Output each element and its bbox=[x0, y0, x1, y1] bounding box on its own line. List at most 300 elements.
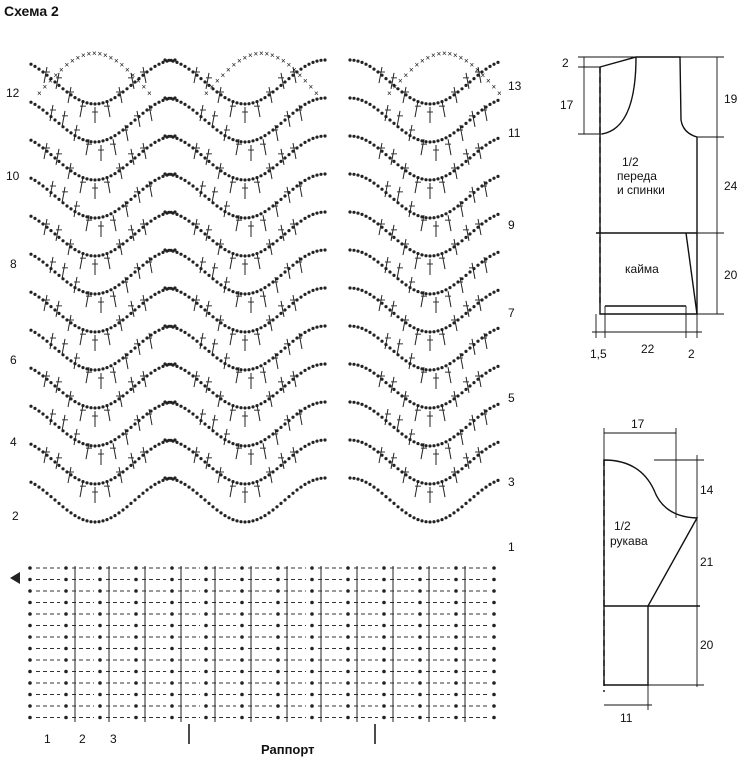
chain-dot bbox=[472, 495, 475, 498]
chain-dot bbox=[183, 407, 186, 410]
chain-dot bbox=[472, 77, 475, 80]
chain-dot bbox=[77, 288, 80, 291]
chain-dot bbox=[418, 716, 422, 720]
chain-dot bbox=[276, 589, 280, 593]
chain-dot bbox=[204, 589, 208, 593]
chain-dot bbox=[299, 296, 302, 299]
chain-dot bbox=[41, 108, 44, 111]
post-line bbox=[397, 187, 400, 203]
post-line bbox=[442, 481, 445, 497]
chain-dot bbox=[251, 405, 254, 408]
chain-dot bbox=[418, 670, 422, 674]
chain-dot bbox=[33, 179, 36, 182]
chain-dot bbox=[311, 61, 314, 64]
chain-dot bbox=[436, 139, 439, 142]
chain-dot bbox=[428, 330, 431, 333]
chain-dot bbox=[468, 498, 471, 501]
chain-dot bbox=[311, 403, 314, 406]
chain-dot bbox=[368, 483, 371, 486]
chain-dot bbox=[175, 251, 178, 254]
chain-dot bbox=[163, 248, 166, 251]
chain-dot bbox=[263, 514, 266, 517]
chain-dot bbox=[432, 292, 435, 295]
chain-dot bbox=[319, 59, 322, 62]
chain-dot bbox=[356, 326, 359, 329]
chain-dot bbox=[133, 156, 136, 159]
chain-dot bbox=[496, 289, 499, 292]
chain-dot bbox=[175, 441, 178, 444]
chain-dot bbox=[73, 324, 76, 327]
chain-dot bbox=[408, 476, 411, 479]
post-line bbox=[397, 415, 400, 431]
chain-dot bbox=[167, 325, 170, 328]
post-line bbox=[442, 405, 445, 421]
chain-dot bbox=[368, 255, 371, 258]
chain-dot bbox=[167, 97, 170, 100]
chain-dot bbox=[372, 448, 375, 451]
chain-dot bbox=[97, 254, 100, 257]
chain-dot bbox=[380, 112, 383, 115]
chain-dot bbox=[69, 207, 72, 210]
chain-dot bbox=[488, 65, 491, 68]
row-numbers-right bbox=[508, 79, 522, 554]
cross-stitch: × bbox=[475, 65, 480, 75]
post-line bbox=[385, 333, 388, 349]
post-line bbox=[409, 277, 412, 293]
chain-dot bbox=[223, 400, 226, 403]
chain-dot bbox=[101, 519, 104, 522]
chain-dot bbox=[64, 716, 68, 720]
post-line bbox=[224, 201, 227, 217]
chain-dot bbox=[412, 516, 415, 519]
chain-dot bbox=[368, 103, 371, 106]
chain-dot bbox=[287, 229, 290, 232]
chain-dot bbox=[424, 406, 427, 409]
stitch-number: 3 bbox=[110, 732, 117, 746]
chain-dot bbox=[263, 96, 266, 99]
chain-dot bbox=[432, 368, 435, 371]
chain-dot bbox=[33, 407, 36, 410]
chain-dot bbox=[299, 486, 302, 489]
chain-dot bbox=[45, 492, 48, 495]
chain-dot bbox=[444, 136, 447, 139]
chain-dot bbox=[247, 178, 250, 181]
chain-dot bbox=[432, 216, 435, 219]
chain-dot bbox=[283, 156, 286, 159]
chain-dot bbox=[89, 178, 92, 181]
chain-dot bbox=[134, 658, 138, 662]
chain-dot bbox=[310, 601, 314, 605]
chain-dot bbox=[157, 253, 160, 256]
chain-dot bbox=[368, 331, 371, 334]
chain-dot bbox=[223, 172, 226, 175]
chain-dot bbox=[364, 215, 367, 218]
dim-label: 11 bbox=[620, 711, 633, 725]
chain-dot bbox=[85, 405, 88, 408]
chain-dot bbox=[187, 410, 190, 413]
chain-dot bbox=[93, 140, 96, 143]
chain-dot bbox=[476, 416, 479, 419]
chain-dot bbox=[183, 65, 186, 68]
chain-dot bbox=[93, 482, 96, 485]
chain-dot bbox=[37, 106, 40, 109]
chain-dot bbox=[388, 460, 391, 463]
chain-dot bbox=[235, 405, 238, 408]
chain-dot bbox=[137, 381, 140, 384]
chain-dot bbox=[416, 290, 419, 293]
chain-dot bbox=[134, 589, 138, 593]
chain-dot bbox=[432, 178, 435, 181]
chain-dot bbox=[275, 163, 278, 166]
chain-dot bbox=[203, 270, 206, 273]
chain-dot bbox=[392, 198, 395, 201]
chain-dot bbox=[133, 422, 136, 425]
chain-dot bbox=[243, 368, 246, 371]
chain-dot bbox=[153, 293, 156, 296]
chain-dot bbox=[444, 250, 447, 253]
chain-dot bbox=[267, 131, 270, 134]
chain-dot bbox=[319, 211, 322, 214]
chain-dot bbox=[488, 483, 491, 486]
chain-dot bbox=[53, 232, 56, 235]
chain-dot bbox=[247, 368, 250, 371]
chain-dot bbox=[276, 670, 280, 674]
chain-dot bbox=[372, 372, 375, 375]
chain-dot bbox=[105, 290, 108, 293]
chain-dot bbox=[163, 438, 166, 441]
chain-dot bbox=[307, 215, 310, 218]
chain-dot bbox=[352, 135, 355, 138]
chain-dot bbox=[418, 704, 422, 708]
chain-dot bbox=[315, 440, 318, 443]
post-line bbox=[62, 415, 65, 431]
chain-dot bbox=[153, 407, 156, 410]
chain-dot bbox=[319, 173, 322, 176]
chain-dot bbox=[129, 464, 132, 467]
dim-label: 2 bbox=[688, 347, 695, 361]
chain-dot bbox=[436, 253, 439, 256]
chain-dot bbox=[167, 59, 170, 62]
chain-dot bbox=[251, 443, 254, 446]
chain-dot bbox=[57, 350, 60, 353]
chain-dot bbox=[175, 403, 178, 406]
post-line bbox=[409, 125, 412, 141]
chain-dot bbox=[287, 305, 290, 308]
post-line bbox=[397, 111, 400, 127]
chain-dot bbox=[291, 112, 294, 115]
chain-dot bbox=[307, 291, 310, 294]
chain-dot bbox=[388, 308, 391, 311]
chain-dot bbox=[204, 578, 208, 582]
post-line bbox=[50, 257, 53, 273]
chain-dot bbox=[239, 330, 242, 333]
chain-dot bbox=[41, 488, 44, 491]
post-line bbox=[472, 263, 475, 279]
chain-dot bbox=[179, 215, 182, 218]
chain-dot bbox=[29, 481, 32, 484]
chain-dot bbox=[476, 492, 479, 495]
chain-dot bbox=[153, 217, 156, 220]
cross-stitch: × bbox=[42, 82, 48, 92]
chain-dot bbox=[93, 368, 96, 371]
post-line bbox=[107, 329, 110, 345]
chain-dot bbox=[81, 138, 84, 141]
chain-dot bbox=[175, 479, 178, 482]
chain-dot bbox=[33, 217, 36, 220]
row-number: 10 bbox=[6, 169, 20, 183]
chain-dot bbox=[183, 255, 186, 258]
chain-dot bbox=[28, 647, 32, 651]
chain-dot bbox=[187, 68, 190, 71]
cross-stitch: × bbox=[125, 65, 130, 75]
chain-dot bbox=[69, 511, 72, 514]
chain-dot bbox=[279, 350, 282, 353]
chain-dot bbox=[319, 97, 322, 100]
post-line bbox=[415, 481, 418, 497]
chain-dot bbox=[303, 255, 306, 258]
chain-dot bbox=[392, 502, 395, 505]
chain-dot bbox=[109, 364, 112, 367]
chain-dot bbox=[444, 516, 447, 519]
chain-dot bbox=[267, 359, 270, 362]
chain-dot bbox=[488, 369, 491, 372]
chain-dot bbox=[243, 330, 246, 333]
post-line bbox=[62, 187, 65, 203]
chain-dot bbox=[392, 236, 395, 239]
cross-stitch: × bbox=[237, 56, 242, 66]
cross-stitch: × bbox=[308, 82, 314, 92]
chain-dot bbox=[323, 134, 326, 137]
chain-dot bbox=[388, 346, 391, 349]
post-line bbox=[74, 201, 77, 217]
chain-dot bbox=[311, 175, 314, 178]
chain-dot bbox=[101, 215, 104, 218]
chain-dot bbox=[183, 217, 186, 220]
chain-dot bbox=[163, 362, 166, 365]
chain-dot bbox=[53, 80, 56, 83]
chain-dot bbox=[346, 612, 350, 616]
chain-dot bbox=[134, 612, 138, 616]
chain-dot bbox=[279, 312, 282, 315]
chain-dot bbox=[105, 518, 108, 521]
chain-dot bbox=[323, 286, 326, 289]
chain-dot bbox=[382, 670, 386, 674]
chain-dot bbox=[492, 670, 496, 674]
post-line bbox=[50, 333, 53, 349]
chain-dot bbox=[167, 401, 170, 404]
chain-dot bbox=[204, 647, 208, 651]
chain-dot bbox=[28, 681, 32, 685]
chain-dot bbox=[492, 578, 496, 582]
chain-dot bbox=[33, 369, 36, 372]
chain-dot bbox=[207, 274, 210, 277]
post-line bbox=[448, 443, 451, 459]
chain-dot bbox=[319, 249, 322, 252]
chain-dot bbox=[89, 292, 92, 295]
post-line bbox=[113, 215, 116, 231]
chain-dot bbox=[400, 280, 403, 283]
chain-dot bbox=[41, 412, 44, 415]
cross-stitch: × bbox=[286, 60, 292, 70]
post-line bbox=[472, 111, 475, 127]
chain-dot bbox=[77, 326, 80, 329]
chain-dot bbox=[64, 670, 68, 674]
cross-stitch: × bbox=[436, 49, 442, 59]
chain-dot bbox=[352, 439, 355, 442]
chain-dot bbox=[303, 445, 306, 448]
chain-dot bbox=[380, 340, 383, 343]
chain-dot bbox=[240, 670, 244, 674]
chain-dot bbox=[315, 402, 318, 405]
chain-dot bbox=[121, 508, 124, 511]
chain-dot bbox=[113, 248, 116, 251]
chain-dot bbox=[157, 367, 160, 370]
cross-stitch: × bbox=[92, 49, 97, 58]
chain-dot bbox=[323, 58, 326, 61]
chain-dot bbox=[364, 291, 367, 294]
chain-dot bbox=[28, 612, 32, 616]
post-line bbox=[448, 367, 451, 383]
chain-dot bbox=[141, 264, 144, 267]
chain-dot bbox=[360, 175, 363, 178]
post-line bbox=[385, 181, 388, 197]
chain-dot bbox=[492, 589, 496, 593]
chain-dot bbox=[310, 658, 314, 662]
chain-dot bbox=[412, 212, 415, 215]
chain-dot bbox=[33, 103, 36, 106]
post-line bbox=[200, 181, 203, 197]
chain-dot bbox=[134, 704, 138, 708]
chain-dot bbox=[105, 366, 108, 369]
chain-dot bbox=[259, 402, 262, 405]
chain-dot bbox=[57, 502, 60, 505]
chain-dot bbox=[267, 511, 270, 514]
chain-dot bbox=[240, 716, 244, 720]
post-line bbox=[62, 111, 65, 127]
chain-dot bbox=[492, 566, 496, 570]
chain-dot bbox=[170, 624, 174, 628]
chain-dot bbox=[416, 366, 419, 369]
chain-dot bbox=[311, 479, 314, 482]
chain-dot bbox=[276, 566, 280, 570]
chain-dot bbox=[37, 182, 40, 185]
chain-dot bbox=[195, 416, 198, 419]
post-line bbox=[224, 429, 227, 445]
chain-dot bbox=[360, 479, 363, 482]
chain-dot bbox=[323, 476, 326, 479]
chain-dot bbox=[204, 612, 208, 616]
chain-dot bbox=[251, 177, 254, 180]
chain-dot bbox=[163, 286, 166, 289]
chain-dot bbox=[384, 77, 387, 80]
chain-dot bbox=[101, 253, 104, 256]
post-line bbox=[263, 215, 266, 231]
chain-dot bbox=[239, 406, 242, 409]
post-line bbox=[263, 291, 266, 307]
body-label: переда bbox=[617, 169, 657, 183]
row-number: 13 bbox=[508, 79, 522, 93]
chain-dot bbox=[279, 464, 282, 467]
chain-dot bbox=[408, 400, 411, 403]
cross-stitch: × bbox=[130, 70, 136, 80]
chain-dot bbox=[396, 315, 399, 318]
chain-dot bbox=[303, 407, 306, 410]
chain-dot bbox=[53, 308, 56, 311]
chain-dot bbox=[496, 137, 499, 140]
post-line bbox=[107, 405, 110, 421]
post-line bbox=[287, 415, 290, 431]
chain-dot bbox=[271, 508, 274, 511]
chain-dot bbox=[240, 635, 244, 639]
chain-dot bbox=[153, 331, 156, 334]
chain-dot bbox=[416, 214, 419, 217]
chain-dot bbox=[37, 334, 40, 337]
chain-dot bbox=[323, 362, 326, 365]
chain-dot bbox=[134, 578, 138, 582]
chain-dot bbox=[29, 443, 32, 446]
cross-stitch: × bbox=[447, 49, 453, 59]
chain-dot bbox=[416, 518, 419, 521]
chain-dot bbox=[259, 136, 262, 139]
chain-dot bbox=[28, 716, 32, 720]
chain-dot bbox=[356, 60, 359, 63]
chain-dot bbox=[85, 177, 88, 180]
chain-dot bbox=[348, 58, 351, 61]
chain-dot bbox=[247, 520, 250, 523]
chain-dot bbox=[428, 102, 431, 105]
chain-dot bbox=[171, 212, 174, 215]
chain-dot bbox=[170, 716, 174, 720]
chain-dot bbox=[28, 578, 32, 582]
chain-dot bbox=[97, 482, 100, 485]
chain-dot bbox=[179, 139, 182, 142]
chain-dot bbox=[436, 177, 439, 180]
chain-dot bbox=[356, 364, 359, 367]
chain-dot bbox=[129, 84, 132, 87]
chain-dot bbox=[33, 65, 36, 68]
chain-dot bbox=[259, 516, 262, 519]
chain-dot bbox=[29, 367, 32, 370]
chain-dot bbox=[170, 589, 174, 593]
post-line bbox=[212, 111, 215, 127]
chain-dot bbox=[171, 250, 174, 253]
chain-dot bbox=[276, 716, 280, 720]
chain-dot bbox=[436, 405, 439, 408]
chain-dot bbox=[85, 481, 88, 484]
body-pattern-text bbox=[560, 56, 738, 361]
chain-dot bbox=[454, 566, 458, 570]
chain-dot bbox=[243, 520, 246, 523]
chain-dot bbox=[319, 325, 322, 328]
sleeve-label: рукава bbox=[610, 534, 648, 548]
chain-dot bbox=[444, 440, 447, 443]
chain-dot bbox=[109, 136, 112, 139]
cross-stitch: × bbox=[275, 53, 281, 63]
chain-dot bbox=[29, 215, 32, 218]
chain-dot bbox=[488, 141, 491, 144]
chain-dot bbox=[492, 139, 495, 142]
chain-dot bbox=[33, 445, 36, 448]
chain-dot bbox=[141, 112, 144, 115]
chain-dot bbox=[492, 647, 496, 651]
chain-dot bbox=[77, 250, 80, 253]
chain-dot bbox=[231, 138, 234, 141]
post-line bbox=[409, 353, 412, 369]
chain-dot bbox=[239, 444, 242, 447]
chain-dot bbox=[476, 112, 479, 115]
chain-dot bbox=[255, 214, 258, 217]
chain-dot bbox=[163, 400, 166, 403]
